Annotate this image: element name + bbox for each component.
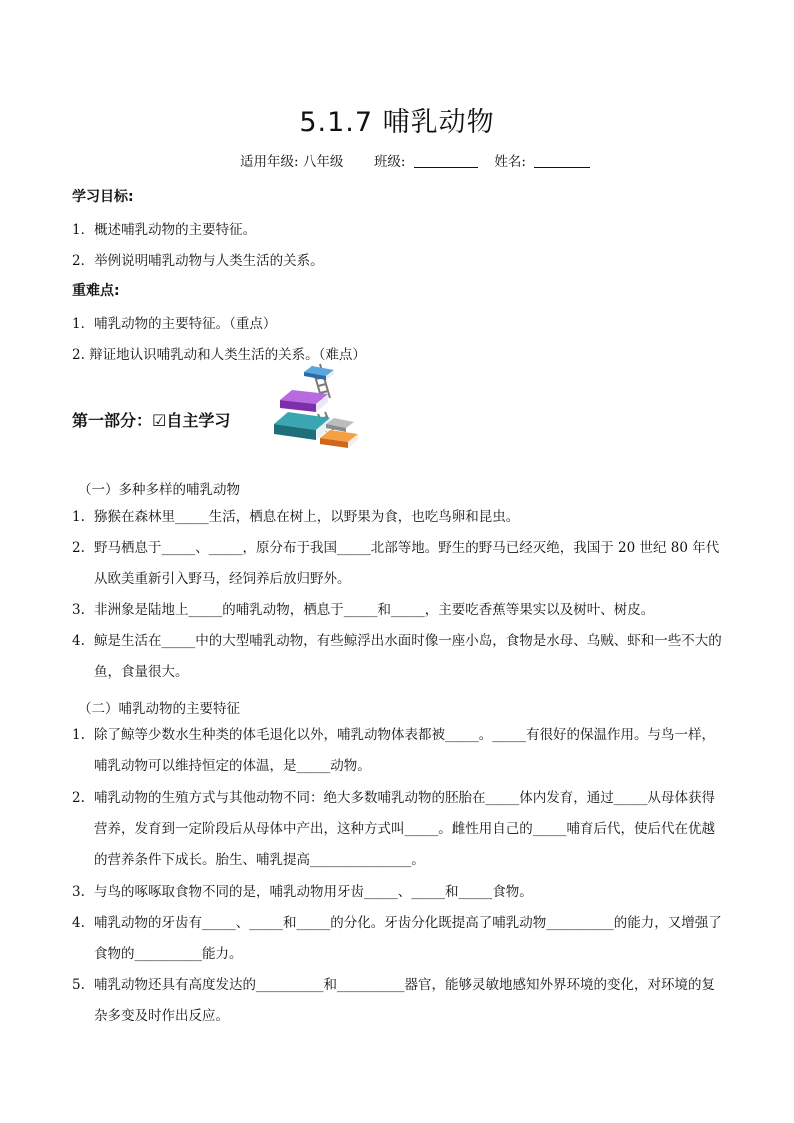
objective-item: 2．举例说明哺乳动物与人类生活的关系。 [72, 253, 324, 269]
page-title: 5.1.7 哺乳动物 [299, 107, 495, 138]
item-text: 哺乳动物的生殖方式与其他动物不同：绝大多数哺乳动物的胚胎在_____体内发育，通过_____从母体获得营养，发育到一定阶段后从母体中产出，这种方式叫_____。雌性用自己的_____哺育后代，使后代在优越的营养条件下成长。胎生、哺乳提高_______________。 [94, 790, 715, 868]
grade-text: 适用年级: 八年级 [240, 154, 344, 170]
list-item [72, 720, 722, 782]
list-item [72, 502, 722, 533]
item-text: 野马栖息于_____、_____，原分布于我国_____北部等地。野生的野马已经灭绝，我国于 20 世纪 80 年代从欧美重新引入野马，经饲养后放归野外。 [94, 540, 720, 587]
item-text: 猕猴在森林里_____生活，栖息在树上，以野果为食，也吃鸟卵和昆虫。 [94, 509, 520, 525]
item-text: 非洲象是陆地上_____的哺乳动物，栖息于_____和_____，主要吃香蕉等果实以及树叶、树皮。 [94, 602, 655, 618]
info-line [240, 150, 590, 170]
list-item [72, 626, 722, 688]
item-text: 除了鲸等少数水生种类的体毛退化以外，哺乳动物体表都被_____。_____有很好的保温作用。与鸟一样，哺乳动物可以维持恒定的体温，是_____动物。 [94, 727, 715, 774]
part1-title: 自主学习 [166, 411, 231, 430]
list-item [72, 595, 722, 626]
item-text: 哺乳动物的牙齿有_____、_____和_____的分化。牙齿分化既提高了哺乳动物__________的能力，又增强了食物的__________能力。 [94, 915, 722, 962]
key-point-item: 1．哺乳动物的主要特征。（重点） [72, 316, 277, 332]
list-item [72, 783, 722, 876]
list-item [72, 533, 722, 595]
item-number: 5. [72, 977, 85, 993]
list-item [72, 877, 722, 908]
item-number: 3. [72, 884, 85, 900]
item-number: 3. [72, 602, 85, 618]
section1-heading: （一）多种多样的哺乳动物 [78, 482, 240, 498]
item-text: 与鸟的啄啄取食物不同的是，哺乳动物用牙齿_____、_____和_____食物。 [94, 884, 533, 900]
item-number: 1. [72, 727, 85, 743]
checkbox-icon: ☑ [152, 411, 167, 430]
list-item [72, 970, 722, 1032]
section2-heading: （二）哺乳动物的主要特征 [78, 701, 240, 717]
objectives-heading: 学习目标: [72, 189, 134, 205]
item-number: 4. [72, 915, 85, 931]
name-blank[interactable] [534, 154, 590, 168]
item-text: 鲸是生活在_____中的大型哺乳动物，有些鲸浮出水面时像一座小岛，食物是水母、乌贼、虾和一些不大的鱼，食量很大。 [94, 633, 722, 680]
key-points-heading: 重难点: [72, 283, 120, 299]
books-icon [272, 360, 364, 452]
key-point-item: 2. 辩证地认识哺乳动和人类生活的关系。（难点） [72, 347, 366, 363]
part1-label: 第一部分： [72, 411, 153, 430]
part1-heading [72, 408, 230, 431]
objective-item: 1．概述哺乳动物的主要特征。 [72, 222, 257, 238]
class-blank[interactable] [414, 154, 478, 168]
item-number: 2. [72, 790, 85, 806]
item-number: 2. [72, 540, 85, 556]
list-item [72, 908, 722, 970]
item-text: 哺乳动物还具有高度发达的__________和__________器官，能够灵敏地感知外界环境的变化，对环境的复杂多变及时作出反应。 [94, 977, 715, 1024]
item-number: 1. [72, 509, 85, 525]
item-number: 4. [72, 633, 85, 649]
name-label: 姓名: [494, 154, 526, 170]
class-label: 班级: [373, 154, 406, 170]
